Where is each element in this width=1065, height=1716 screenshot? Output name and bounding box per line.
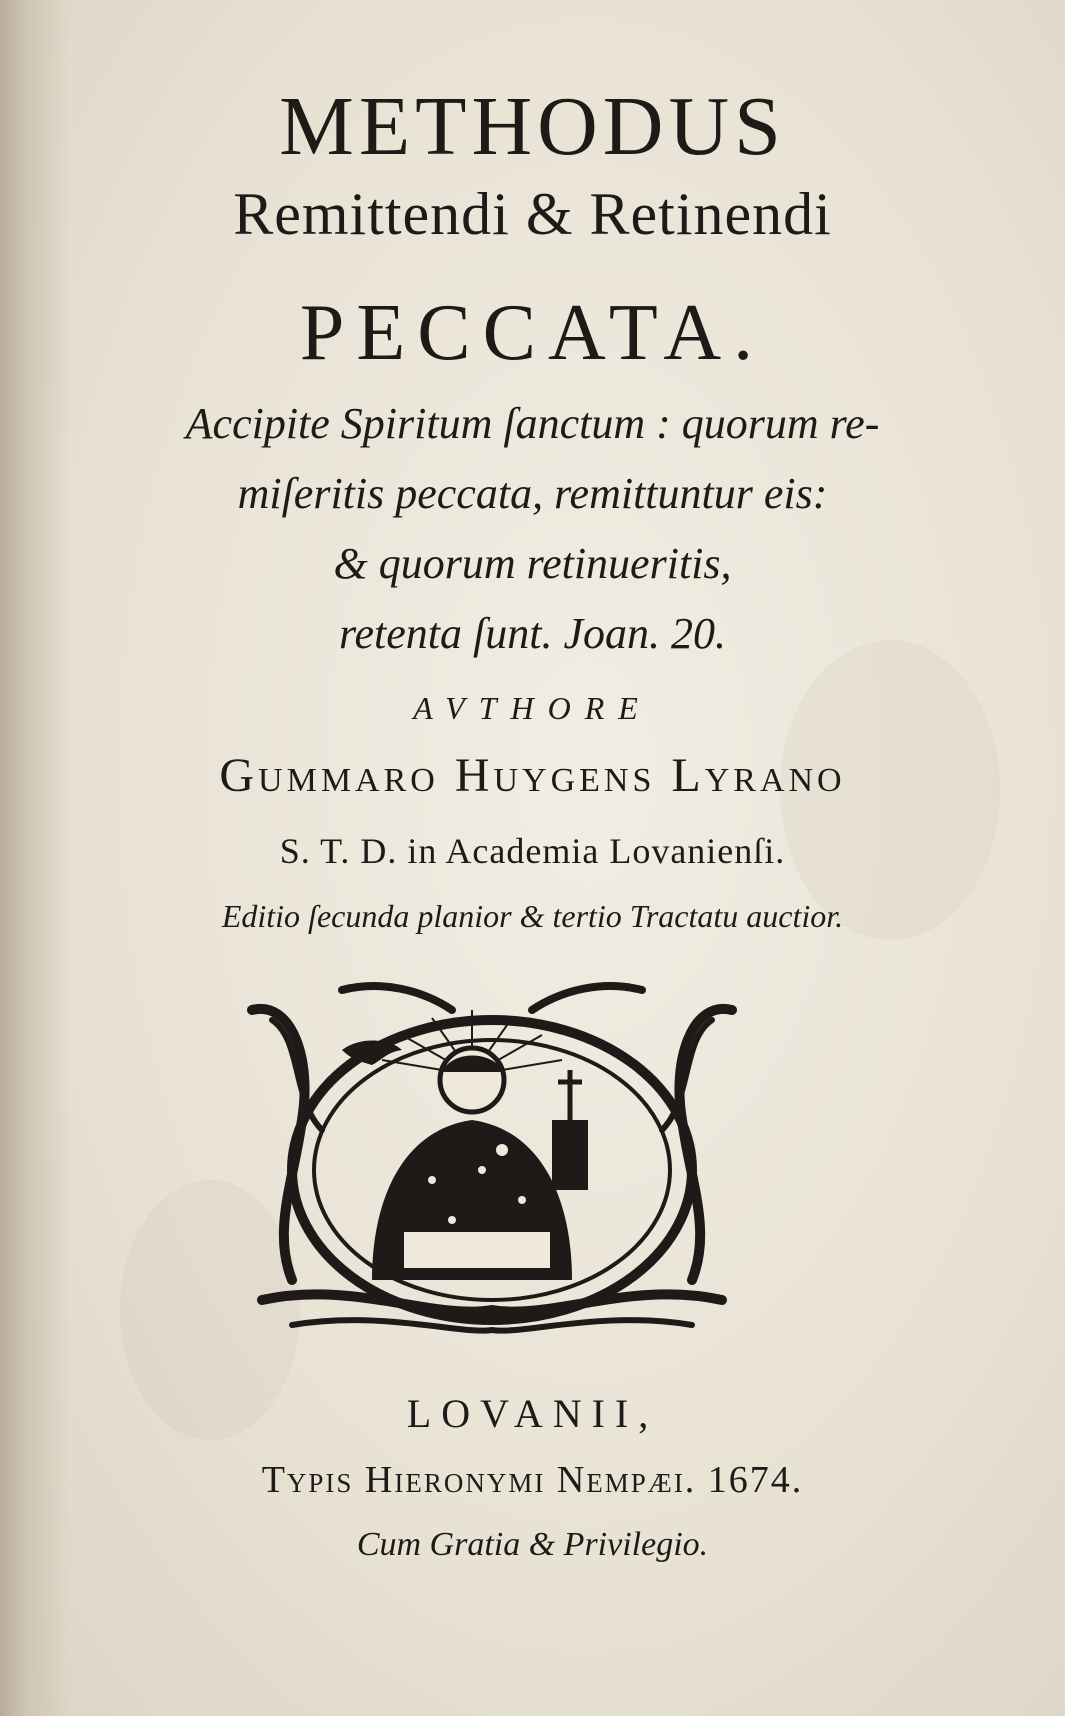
edition-statement: Editio ſecunda planior & tertio Tractatu auctior. xyxy=(221,898,844,934)
author-name: Gummaro Huygens Lyrano xyxy=(219,749,846,802)
author-degree: S. T. D. in Academia Lovanienſi. xyxy=(279,831,786,871)
imprint-printer: Typis Hieronymi Nempæi. 1674. xyxy=(261,1459,804,1501)
imprint-privilege: Cum Gratia & Privilegio. xyxy=(356,1526,709,1563)
author-label: AVTHORE xyxy=(413,690,652,726)
epigraph-line: retenta ſunt. Joan. 20. xyxy=(339,609,726,658)
woodcut-saint-emblem-icon xyxy=(232,980,752,1340)
title-peccata: PECCATA. xyxy=(299,289,766,377)
epigraph-line: Accipite Spiritum ſanctum : quorum re- xyxy=(185,399,880,448)
title-subtitle: Remittendi & Retinendi xyxy=(233,181,832,247)
title-main: METHODUS xyxy=(279,80,786,173)
epigraph-line: miſeritis peccata, remittuntur eis: xyxy=(237,469,828,518)
epigraph-line: & quorum retinueritis, xyxy=(333,539,732,588)
imprint-place: LOVANII, xyxy=(406,1391,659,1436)
